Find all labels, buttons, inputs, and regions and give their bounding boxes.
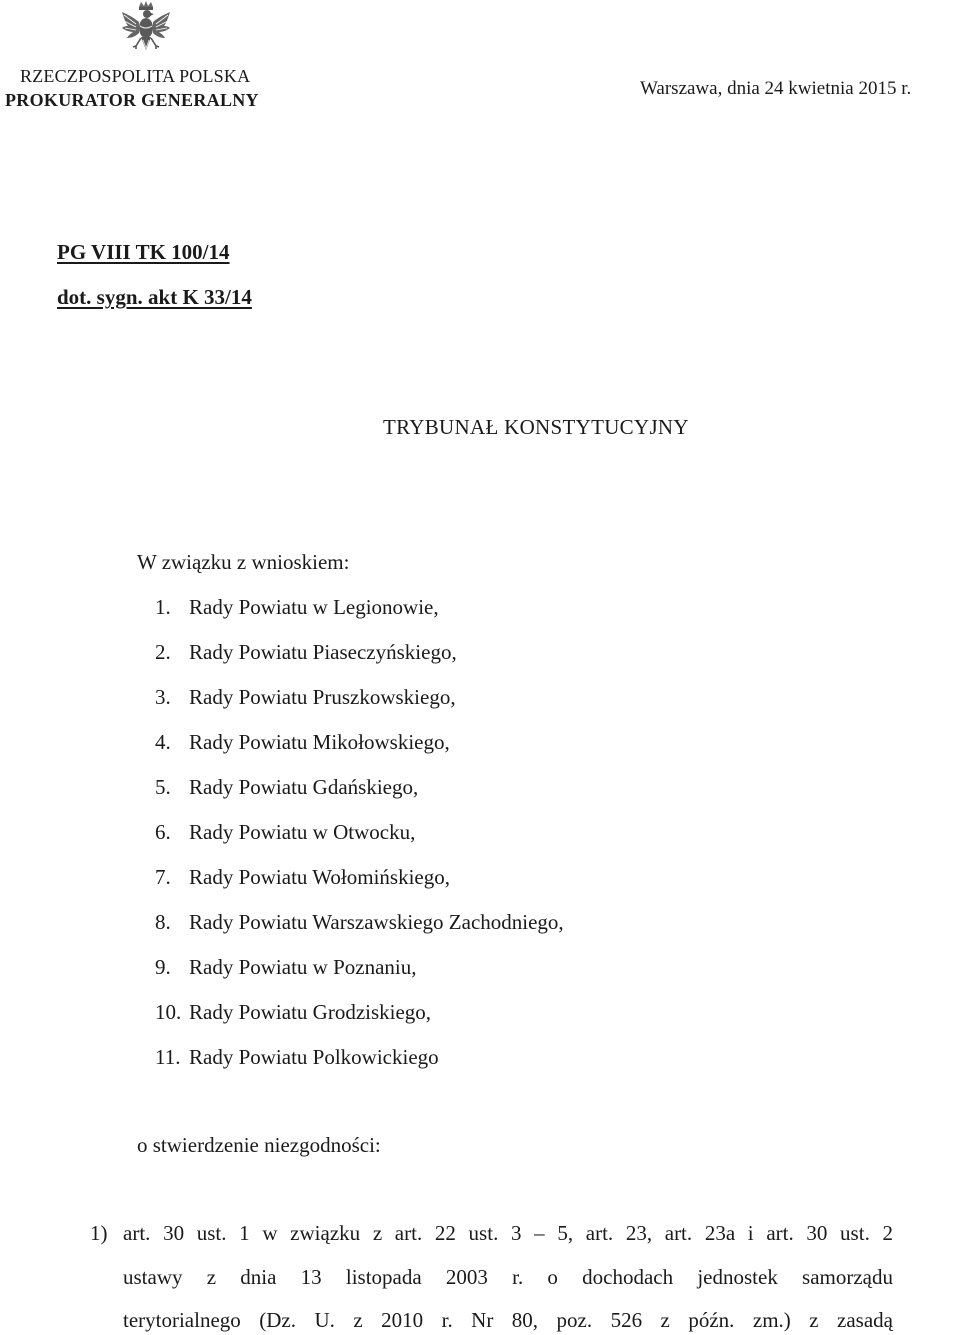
list-item <box>155 954 564 999</box>
case-file-reference: dot. sygn. akt K 33/14 <box>57 285 252 309</box>
list-item-text: Rady Powiatu Polkowickiego <box>189 1045 439 1069</box>
list-item <box>155 909 564 954</box>
organization-line-2: PROKURATOR GENERALNY <box>5 90 259 110</box>
organization-line-1: RZECZPOSPOLITA POLSKA <box>20 66 251 86</box>
list-item-text: Rady Powiatu Gdańskiego, <box>189 775 419 799</box>
polish-eagle-emblem-icon <box>120 0 172 58</box>
point-text-line: art. 30 ust. 1 w związku z art. 22 ust. 3 – 5, art. 23, art. 23a i art. 30 ust. 2 <box>123 1221 893 1245</box>
list-item-number: 4. <box>155 730 171 754</box>
list-item-number: 6. <box>155 820 171 844</box>
list-item-text: Rady Powiatu Warszawskiego Zachodniego, <box>189 910 564 934</box>
list-item-number: 9. <box>155 955 171 979</box>
list-item <box>155 999 564 1044</box>
applicant-list <box>155 594 564 1089</box>
list-item-number: 1. <box>155 595 171 619</box>
list-item-number: 3. <box>155 685 171 709</box>
list-item <box>155 774 564 819</box>
addressee-heading: TRYBUNAŁ KONSTYTUCYJNY <box>383 415 689 439</box>
list-item-number: 5. <box>155 775 171 799</box>
list-item-number: 8. <box>155 910 171 934</box>
case-reference-number: PG VIII TK 100/14 <box>57 240 230 264</box>
list-item <box>155 864 564 909</box>
list-item <box>155 594 564 639</box>
list-item <box>155 819 564 864</box>
list-item-text: Rady Powiatu Grodziskiego, <box>189 1000 432 1024</box>
list-item <box>155 1044 564 1089</box>
list-item <box>155 729 564 774</box>
list-item <box>155 639 564 684</box>
intro-text: W związku z wnioskiem: <box>137 550 350 574</box>
claim-text: o stwierdzenie niezgodności: <box>137 1133 381 1157</box>
list-item-text: Rady Powiatu w Legionowie, <box>189 595 439 619</box>
list-item-text: Rady Powiatu Pruszkowskiego, <box>189 685 456 709</box>
list-item-number: 7. <box>155 865 171 889</box>
point-text-line: terytorialnego (Dz. U. z 2010 r. Nr 80, poz. 526 z późn. zm.) z zasadą <box>123 1308 893 1332</box>
list-item-number: 11. <box>155 1045 181 1069</box>
list-item <box>155 684 564 729</box>
list-item-number: 2. <box>155 640 171 664</box>
list-item-text: Rady Powiatu Wołomińskiego, <box>189 865 451 889</box>
list-item-text: Rady Powiatu w Otwocku, <box>189 820 416 844</box>
document-dateline: Warszawa, dnia 24 kwietnia 2015 r. <box>640 78 912 99</box>
list-item-number: 10. <box>155 1000 182 1024</box>
list-item-text: Rady Powiatu Piaseczyńskiego, <box>189 640 457 664</box>
point-text-line: ustawy z dnia 13 listopada 2003 r. o dochodach jednostek samorządu <box>123 1265 893 1289</box>
list-item-text: Rady Powiatu w Poznaniu, <box>189 955 417 979</box>
point-number: 1) <box>90 1221 108 1245</box>
list-item-text: Rady Powiatu Mikołowskiego, <box>189 730 450 754</box>
